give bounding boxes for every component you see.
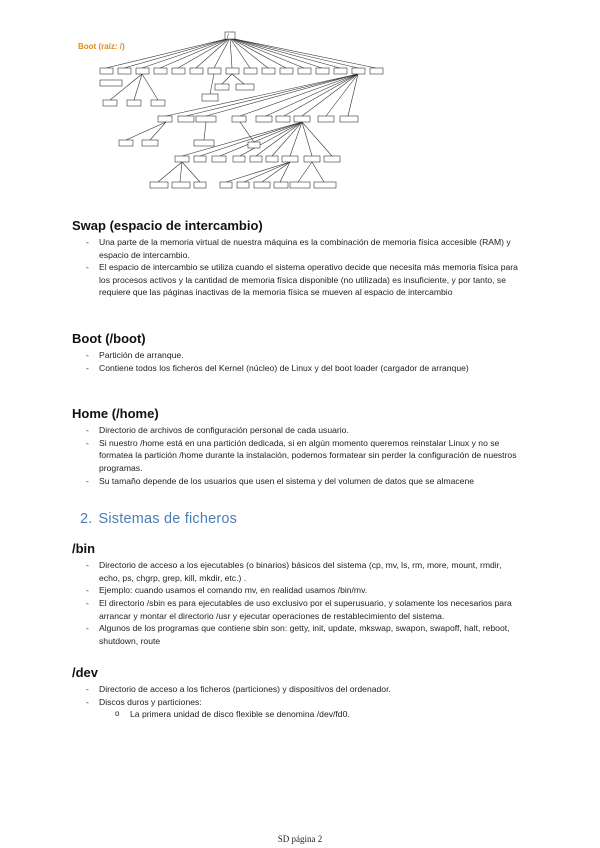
page-footer: SD página 2 (277, 834, 323, 844)
section-dev (72, 665, 522, 721)
section-bin (72, 541, 522, 647)
tree-root-node: / (227, 34, 229, 40)
chapter-heading (80, 511, 522, 527)
bin-heading: /bin (72, 541, 96, 557)
swap-heading: Swap (espacio de intercambio) (72, 218, 263, 233)
list-item: - Directorio de archivos de configuración personal de cada usuario. (86, 424, 522, 437)
boot-root-label: Boot (raíz: /) (78, 42, 125, 51)
section-boot (72, 331, 522, 374)
list-item: - Contiene todos los ficheros del Kernel (núcleo) de Linux y del boot loader (cargador de arranque) (86, 362, 522, 375)
list-item: - Una parte de la memoria virtual de nuestra máquina es la combinación de memoria física accesible (RAM) y espacio de intercambio. (86, 236, 522, 261)
list-item: - El espacio de intercambio se utiliza cuando el sistema operativo decide que necesita más memoria física para los procesos activos y la cantidad de memoria física disponible (no utilizada) es insuficiente, y por tanto, se requiere que las páginas inactivas de la memoria física se mueven al espacio de intercambio (86, 261, 522, 299)
boot-list (72, 349, 522, 374)
dev-sublist (99, 708, 522, 721)
list-item: - Partición de arranque. (86, 349, 522, 362)
list-item: - Algunos de los programas que contiene sbin son: getty, init, update, mkswap, swapon, swapoff, halt, reboot, shutdown, route (86, 622, 522, 647)
directory-tree-diagram (76, 30, 396, 198)
list-item: - Directorio de acceso a los ejecutables (o binarios) básicos del sistema (cp, mv, ls, rm, more, mount, rmdir, echo, ps, chgrp, grep, kill, mkdir, etc.) . (86, 559, 522, 584)
directory-tree-svg (76, 30, 396, 198)
home-list (72, 424, 522, 487)
dev-heading: /dev (72, 665, 99, 681)
list-item (86, 696, 522, 721)
section-swap (72, 218, 522, 299)
chapter-number: 2. (80, 511, 93, 528)
list-item-text: Discos duros y particiones: (99, 696, 202, 707)
section-home (72, 406, 522, 487)
list-item: - Ejemplo: cuando usamos el comando mv, en realidad usamos /bin/mv. (86, 584, 522, 597)
list-item: - Su tamaño depende de los usuarios que usen el sistema y del volumen de datos que se almacene (86, 475, 522, 488)
chapter-title: Sistemas de ficheros (98, 511, 238, 528)
bin-list (72, 559, 522, 647)
list-item: - Directorio de acceso a los ficheros (particiones) y dispositivos del ordenador. (86, 683, 522, 696)
list-item: - El directorio /sbin es para ejecutables de uso exclusivo por el superusuario, y solamente los necesarios para arrancar y montar el directorio /usr y ejecutar operaciones de restablecimiento del sistema. (86, 597, 522, 622)
home-heading: Home (/home) (72, 406, 159, 422)
sub-list-item: o La primera unidad de disco flexible se denomina /dev/fd0. (115, 708, 522, 721)
document-content (72, 218, 522, 721)
dev-list (72, 683, 522, 721)
swap-list (72, 236, 522, 299)
boot-heading: Boot (/boot) (72, 330, 146, 346)
list-item: - Si nuestro /home está en una partición dedicada, si en algún momento queremos reinstalar Linux y no se formatea la partición /home durante la instalación, podemos formatear sin perder la configuración de nuestros programas. (86, 437, 522, 475)
